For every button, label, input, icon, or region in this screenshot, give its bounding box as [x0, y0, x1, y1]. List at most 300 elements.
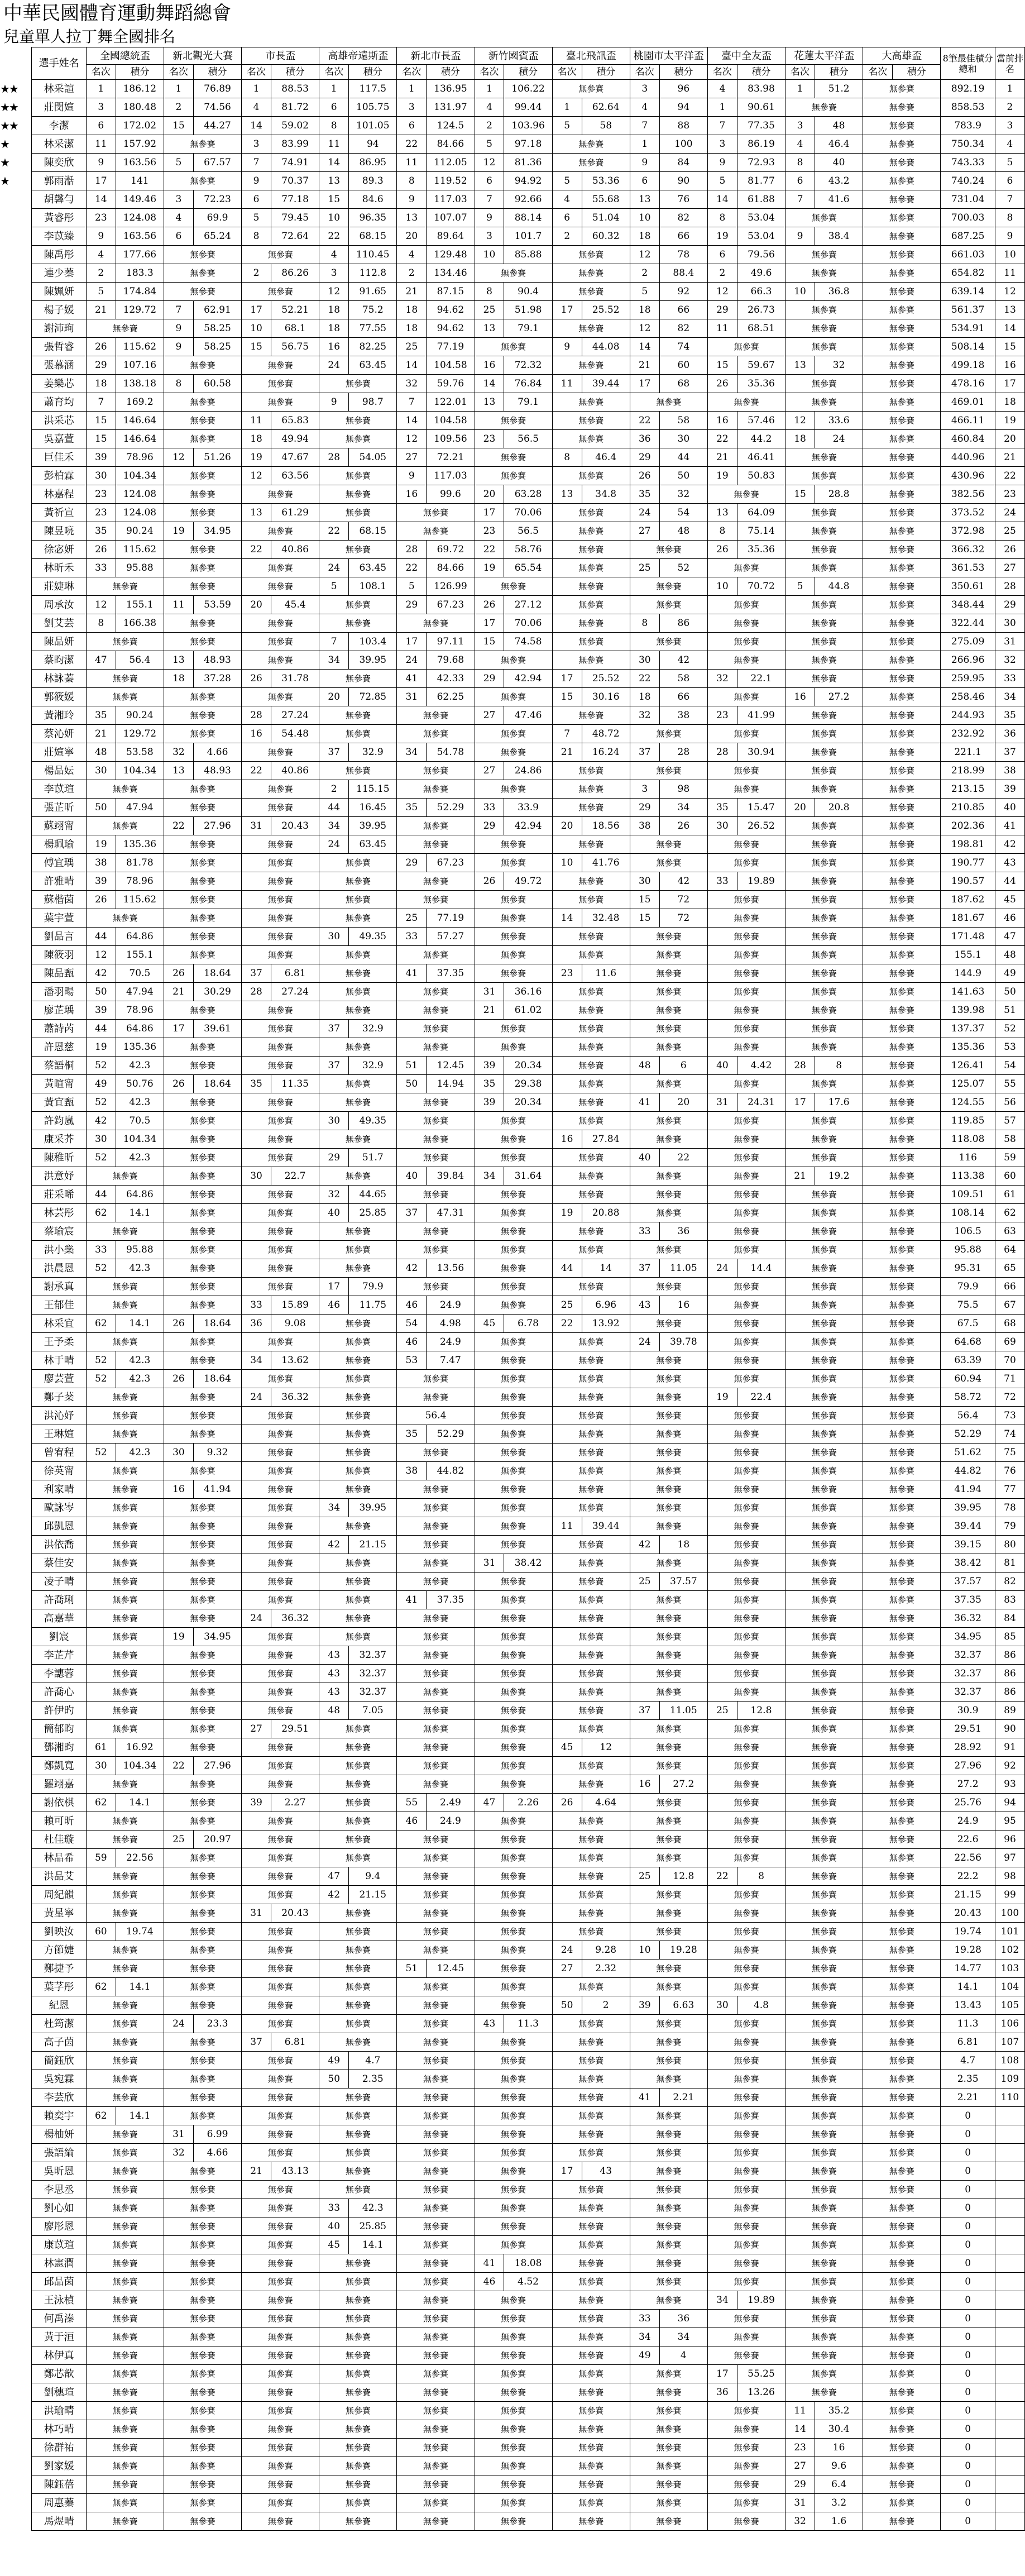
table-row	[0, 1775, 1025, 1794]
score-cell: 24.9	[427, 1812, 475, 1831]
player-name: 李芸欣	[32, 2088, 87, 2107]
total-score: 0	[941, 2512, 995, 2531]
not-participated: 無參賽	[475, 1499, 552, 1517]
score-cell: 18.64	[193, 1075, 241, 1093]
rank-cell: 37	[630, 743, 659, 762]
not-participated: 無參賽	[863, 504, 941, 522]
rank-cell: 30	[630, 651, 659, 670]
not-participated: 無參賽	[552, 799, 630, 817]
not-participated: 無參賽	[242, 393, 319, 412]
score-cell: 48.93	[193, 651, 241, 670]
not-participated: 無參賽	[164, 1720, 242, 1738]
not-participated: 無參賽	[164, 2052, 242, 2070]
rank-cell: 10	[242, 319, 271, 338]
star-marker	[0, 430, 32, 448]
total-score: 350.61	[941, 577, 995, 596]
not-participated: 無參賽	[397, 983, 475, 1001]
rank-cell: 41	[397, 1591, 427, 1609]
not-participated: 無參賽	[552, 2365, 630, 2383]
rank-cell: 39	[86, 1001, 116, 1020]
not-participated: 無參賽	[319, 375, 397, 393]
rank-cell: 7	[630, 117, 659, 135]
total-score: 2.21	[941, 2088, 995, 2107]
player-name: 李芷芹	[32, 1646, 87, 1665]
table-row	[0, 1296, 1025, 1315]
not-participated: 無參賽	[863, 633, 941, 651]
player-name: 洪沁妤	[32, 1407, 87, 1425]
rank-cell: 4	[630, 98, 659, 117]
star-marker	[0, 1167, 32, 1186]
competition-header: 大高雄盃	[863, 47, 941, 65]
rank-cell: 22	[708, 1867, 737, 1886]
rank-cell: 23	[475, 430, 504, 448]
rank-cell: 9	[164, 319, 194, 338]
rank-cell: 33	[86, 1241, 116, 1259]
sub-score-header: 積分	[737, 65, 785, 80]
not-participated: 無參賽	[397, 1665, 475, 1683]
not-participated: 無參賽	[319, 946, 397, 964]
total-score: 171.48	[941, 928, 995, 946]
not-participated: 無參賽	[863, 1001, 941, 1020]
score-cell: 70.5	[116, 964, 164, 983]
not-participated: 無參賽	[319, 1794, 397, 1812]
total-score: 37.57	[941, 1573, 995, 1591]
rank-cell: 29	[630, 448, 659, 467]
rank-cell: 25	[475, 301, 504, 319]
not-participated: 無參賽	[319, 1591, 397, 1609]
score-cell: 84	[659, 154, 707, 172]
not-participated: 無參賽	[630, 2365, 707, 2383]
rank-cell: 30	[708, 1996, 737, 2015]
score-cell: 33.9	[504, 799, 552, 817]
score-cell: 42.94	[504, 670, 552, 688]
score-cell: 53.04	[737, 209, 785, 227]
not-participated: 無參賽	[164, 1960, 242, 1978]
not-participated: 無參賽	[86, 2144, 164, 2162]
rank-cell: 9	[397, 190, 427, 209]
not-participated: 無參賽	[708, 2494, 785, 2512]
rank-cell: 16	[164, 1480, 194, 1499]
score-cell: 60.58	[193, 375, 241, 393]
not-participated: 無參賽	[708, 1609, 785, 1628]
star-marker	[0, 1057, 32, 1075]
table-row	[0, 670, 1025, 688]
rank-cell: 17	[552, 301, 582, 319]
rank-cell: 21	[86, 301, 116, 319]
not-participated: 無參賽	[785, 1609, 863, 1628]
star-marker	[0, 356, 32, 375]
total-score: 0	[941, 2107, 995, 2125]
player-name: 林采諠	[32, 80, 87, 98]
score-cell: 77.18	[271, 190, 319, 209]
score-cell: 30.29	[193, 983, 241, 1001]
not-participated: 無參賽	[785, 651, 863, 670]
not-participated: 無參賽	[630, 577, 707, 596]
not-participated: 無參賽	[242, 651, 319, 670]
not-participated: 無參賽	[552, 1775, 630, 1794]
score-cell: 60	[659, 356, 707, 375]
not-participated: 無參賽	[708, 1186, 785, 1204]
rank-cell: 5	[242, 209, 271, 227]
rank-cell: 5	[708, 172, 737, 190]
table-row	[0, 2291, 1025, 2310]
not-participated: 無參賽	[708, 1849, 785, 1867]
not-participated: 無參賽	[164, 1149, 242, 1167]
score-cell: 104.58	[427, 356, 475, 375]
not-participated: 無參賽	[552, 762, 630, 780]
not-participated: 無參賽	[630, 928, 707, 946]
player-name: 陳鈺蓓	[32, 2475, 87, 2494]
rank-cell: 26	[86, 338, 116, 356]
table-row	[0, 1867, 1025, 1886]
not-participated: 無參賽	[708, 2346, 785, 2365]
not-participated: 無參賽	[164, 2310, 242, 2328]
not-participated: 無參賽	[630, 2291, 707, 2310]
not-participated: 無參賽	[630, 2402, 707, 2420]
rank-cell: 52	[86, 1259, 116, 1278]
not-participated: 無參賽	[785, 596, 863, 614]
score-cell: 72.85	[349, 688, 397, 706]
score-cell: 61.02	[504, 1001, 552, 1020]
star-marker	[0, 1536, 32, 1554]
score-cell: 157.92	[116, 135, 164, 154]
not-participated: 無參賽	[863, 1683, 941, 1702]
current-rank: 27	[995, 559, 1024, 577]
table-row	[0, 1720, 1025, 1738]
rank-cell: 24	[242, 1388, 271, 1407]
not-participated: 無參賽	[863, 1296, 941, 1315]
not-participated: 無參賽	[630, 1167, 707, 1186]
current-rank	[995, 2402, 1024, 2420]
rank-cell: 25	[708, 1702, 737, 1720]
not-participated: 無參賽	[319, 854, 397, 872]
current-rank: 35	[995, 706, 1024, 725]
score-cell: 26.52	[737, 817, 785, 835]
player-name: 張芷昕	[32, 799, 87, 817]
rank-cell: 28	[708, 743, 737, 762]
score-cell: 22.1	[737, 670, 785, 688]
star-marker	[0, 1996, 32, 2015]
not-participated: 無參賽	[785, 1867, 863, 1886]
total-score: 0	[941, 2494, 995, 2512]
competition-header: 臺北飛訊盃	[552, 47, 630, 65]
not-participated: 無參賽	[164, 577, 242, 596]
not-participated: 無參賽	[708, 946, 785, 964]
not-participated: 無參賽	[863, 2254, 941, 2273]
table-row	[0, 891, 1025, 909]
not-participated: 無參賽	[242, 1665, 319, 1683]
rank-cell: 33	[86, 559, 116, 577]
rank-cell: 13	[319, 172, 349, 190]
player-name: 胡馨勻	[32, 190, 87, 209]
current-rank: 29	[995, 596, 1024, 614]
score-cell: 39.61	[193, 1020, 241, 1038]
current-rank: 2	[995, 98, 1024, 117]
score-cell: 88.14	[504, 209, 552, 227]
score-cell: 51.7	[349, 1149, 397, 1167]
best-score-header: 8筆最佳積分總和	[941, 47, 995, 80]
not-participated: 無參賽	[863, 2457, 941, 2475]
not-participated: 無參賽	[397, 2199, 475, 2217]
not-participated: 無參賽	[164, 854, 242, 872]
star-marker: ★★	[0, 82, 18, 95]
not-participated: 無參賽	[242, 1333, 319, 1351]
score-cell: 117.03	[427, 467, 475, 485]
not-participated: 無參賽	[397, 1444, 475, 1462]
rank-cell: 17	[785, 1093, 815, 1112]
not-participated: 無參賽	[164, 2217, 242, 2236]
star-marker	[0, 835, 32, 854]
not-participated: 無參賽	[708, 1941, 785, 1960]
table-row	[0, 928, 1025, 946]
current-rank: 49	[995, 964, 1024, 983]
total-score: 39.95	[941, 1499, 995, 1517]
not-participated: 無參賽	[319, 2015, 397, 2033]
score-cell: 56.4	[397, 1407, 475, 1425]
not-participated: 無參賽	[475, 1038, 552, 1057]
not-participated: 無參賽	[475, 891, 552, 909]
not-participated: 無參賽	[708, 633, 785, 651]
not-participated: 無參賽	[552, 983, 630, 1001]
rank-cell: 12	[86, 946, 116, 964]
score-cell: 6.78	[504, 1315, 552, 1333]
not-participated: 無參賽	[630, 1038, 707, 1057]
total-score: 39.44	[941, 1517, 995, 1536]
rank-cell: 12	[397, 430, 427, 448]
not-participated: 無參賽	[242, 946, 319, 964]
not-participated: 無參賽	[242, 1536, 319, 1554]
not-participated: 無參賽	[86, 2217, 164, 2236]
not-participated: 無參賽	[863, 2383, 941, 2402]
score-cell: 51.98	[504, 301, 552, 319]
not-participated: 無參賽	[708, 688, 785, 706]
not-participated: 無參賽	[397, 2052, 475, 2070]
not-participated: 無參賽	[630, 1960, 707, 1978]
not-participated: 無參賽	[86, 1775, 164, 1794]
total-score: 213.15	[941, 780, 995, 799]
rank-cell: 37	[630, 1702, 659, 1720]
rank-cell: 4	[397, 246, 427, 264]
not-participated: 無參賽	[242, 2310, 319, 2328]
rank-cell: 62	[86, 1794, 116, 1812]
rank-cell: 18	[785, 430, 815, 448]
not-participated: 無參賽	[863, 2439, 941, 2457]
not-participated: 無參賽	[785, 1812, 863, 1831]
player-name: 張語綸	[32, 2144, 87, 2162]
not-participated: 無參賽	[242, 909, 319, 928]
current-rank: 61	[995, 1186, 1024, 1204]
rank-cell: 12	[242, 467, 271, 485]
star-marker	[0, 1315, 32, 1333]
star-marker: ★	[0, 155, 9, 169]
not-participated: 無參賽	[863, 2236, 941, 2254]
rank-cell: 1	[785, 80, 815, 98]
not-participated: 無參賽	[552, 1591, 630, 1609]
not-participated: 無參賽	[708, 1536, 785, 1554]
rank-cell: 4	[164, 209, 194, 227]
player-name: 林昕禾	[32, 559, 87, 577]
star-marker	[0, 1425, 32, 1444]
not-participated: 無參賽	[86, 2254, 164, 2273]
not-participated: 無參賽	[552, 1536, 630, 1554]
rank-cell: 36	[708, 2383, 737, 2402]
score-cell: 42.3	[116, 1259, 164, 1278]
rank-cell: 15	[475, 633, 504, 651]
score-cell: 32.37	[349, 1646, 397, 1665]
player-name: 洪品艾	[32, 1867, 87, 1886]
not-participated: 無參賽	[863, 338, 941, 356]
not-participated: 無參賽	[319, 2033, 397, 2052]
not-participated: 無參賽	[86, 2162, 164, 2181]
star-marker	[0, 264, 32, 283]
current-rank: 47	[995, 928, 1024, 946]
not-participated: 無參賽	[552, 2439, 630, 2457]
not-participated: 無參賽	[630, 1130, 707, 1149]
score-cell: 90.24	[116, 706, 164, 725]
rank-cell: 34	[319, 1499, 349, 1517]
not-participated: 無參賽	[863, 1923, 941, 1941]
not-participated: 無參賽	[397, 1683, 475, 1702]
score-cell: 57.27	[427, 928, 475, 946]
not-participated: 無參賽	[863, 154, 941, 172]
rank-cell: 39	[630, 1996, 659, 2015]
total-score: 52.29	[941, 1425, 995, 1444]
current-rank	[995, 2125, 1024, 2144]
not-participated: 無參賽	[552, 504, 630, 522]
rank-cell: 51	[397, 1057, 427, 1075]
score-cell: 89.3	[349, 172, 397, 190]
score-cell: 26.73	[737, 301, 785, 319]
not-participated: 無參賽	[630, 1609, 707, 1628]
rank-cell: 31	[785, 2494, 815, 2512]
star-marker	[0, 2217, 32, 2236]
table-row	[0, 1186, 1025, 1204]
total-score: 440.96	[941, 448, 995, 467]
not-participated: 無參賽	[242, 1112, 319, 1130]
competition-header: 新北觀光大賽	[164, 47, 242, 65]
table-row	[0, 1020, 1025, 1038]
player-name: 吳昕恩	[32, 2162, 87, 2181]
table-row	[0, 872, 1025, 891]
not-participated: 無參賽	[630, 1407, 707, 1425]
table-row	[0, 1886, 1025, 1904]
not-participated: 無參賽	[785, 1351, 863, 1370]
table-row	[0, 577, 1025, 596]
rank-cell: 26	[708, 375, 737, 393]
score-cell: 68.15	[349, 227, 397, 246]
rank-cell: 33	[319, 2199, 349, 2217]
table-row	[0, 1831, 1025, 1849]
rank-cell: 20	[242, 596, 271, 614]
not-participated: 無參賽	[397, 835, 475, 854]
table-row	[0, 541, 1025, 559]
current-rank: 18	[995, 393, 1024, 412]
score-cell: 88.4	[659, 264, 707, 283]
rank-cell: 27	[475, 762, 504, 780]
not-participated: 無參賽	[863, 909, 941, 928]
not-participated: 無參賽	[319, 2162, 397, 2181]
table-row	[0, 2273, 1025, 2291]
rank-cell: 3	[630, 780, 659, 799]
not-participated: 無參賽	[319, 1222, 397, 1241]
player-name: 蕭育均	[32, 393, 87, 412]
not-participated: 無參賽	[708, 485, 785, 504]
not-participated: 無參賽	[164, 1388, 242, 1407]
score-cell: 124.08	[116, 485, 164, 504]
not-participated: 無參賽	[319, 2494, 397, 2512]
player-name: 楊柚妍	[32, 2125, 87, 2144]
score-cell: 44.08	[582, 338, 630, 356]
not-participated: 無參賽	[708, 2199, 785, 2217]
player-name: 楊品妘	[32, 762, 87, 780]
score-cell: 14.4	[737, 1259, 785, 1278]
total-score: 258.46	[941, 688, 995, 706]
score-cell: 14.1	[349, 2236, 397, 2254]
not-participated: 無參賽	[164, 1517, 242, 1536]
rank-cell: 14	[630, 338, 659, 356]
rank-cell: 39	[475, 1057, 504, 1075]
not-participated: 無參賽	[164, 1186, 242, 1204]
player-name: 蔡語桐	[32, 1057, 87, 1075]
score-cell: 34.95	[193, 1628, 241, 1646]
score-cell: 14.94	[427, 1075, 475, 1093]
score-cell: 9.08	[271, 1315, 319, 1333]
player-name: 蕭詩芮	[32, 1020, 87, 1038]
total-score: 322.44	[941, 614, 995, 633]
sub-score-header: 積分	[504, 65, 552, 80]
star-marker	[0, 2273, 32, 2291]
not-participated: 無參賽	[785, 1112, 863, 1130]
rank-cell: 49	[319, 2052, 349, 2070]
score-cell: 40.86	[271, 541, 319, 559]
score-cell: 39.95	[349, 817, 397, 835]
not-participated: 無參賽	[475, 1333, 552, 1351]
rank-cell: 34	[319, 651, 349, 670]
not-participated: 無參賽	[242, 2420, 319, 2439]
player-name: 康采芥	[32, 1130, 87, 1149]
score-cell: 42.33	[427, 670, 475, 688]
not-participated: 無參賽	[785, 817, 863, 835]
rank-cell: 10	[552, 854, 582, 872]
current-rank: 70	[995, 1351, 1024, 1370]
rank-cell: 15	[319, 190, 349, 209]
not-participated: 無參賽	[397, 1904, 475, 1923]
not-participated: 無參賽	[630, 1480, 707, 1499]
star-marker	[0, 1241, 32, 1259]
score-cell: 79.56	[737, 246, 785, 264]
not-participated: 無參賽	[552, 835, 630, 854]
score-cell: 30.4	[815, 2420, 863, 2439]
not-participated: 無參賽	[630, 1499, 707, 1517]
not-participated: 無參賽	[242, 1278, 319, 1296]
not-participated: 無參賽	[319, 1849, 397, 1867]
not-participated: 無參賽	[785, 1665, 863, 1683]
current-rank	[995, 2181, 1024, 2199]
rank-cell: 4	[475, 98, 504, 117]
star-marker	[0, 1020, 32, 1038]
not-participated: 無參賽	[475, 725, 552, 743]
not-participated: 無參賽	[164, 1296, 242, 1315]
rank-cell: 23	[785, 2439, 815, 2457]
total-score: 0	[941, 2383, 995, 2402]
not-participated: 無參賽	[86, 2346, 164, 2365]
current-rank: 8	[995, 209, 1024, 227]
total-score: 244.93	[941, 706, 995, 725]
score-cell: 68.1	[271, 319, 319, 338]
not-participated: 無參賽	[475, 2070, 552, 2088]
rank-cell: 19	[164, 522, 194, 541]
not-participated: 無參賽	[552, 2088, 630, 2107]
